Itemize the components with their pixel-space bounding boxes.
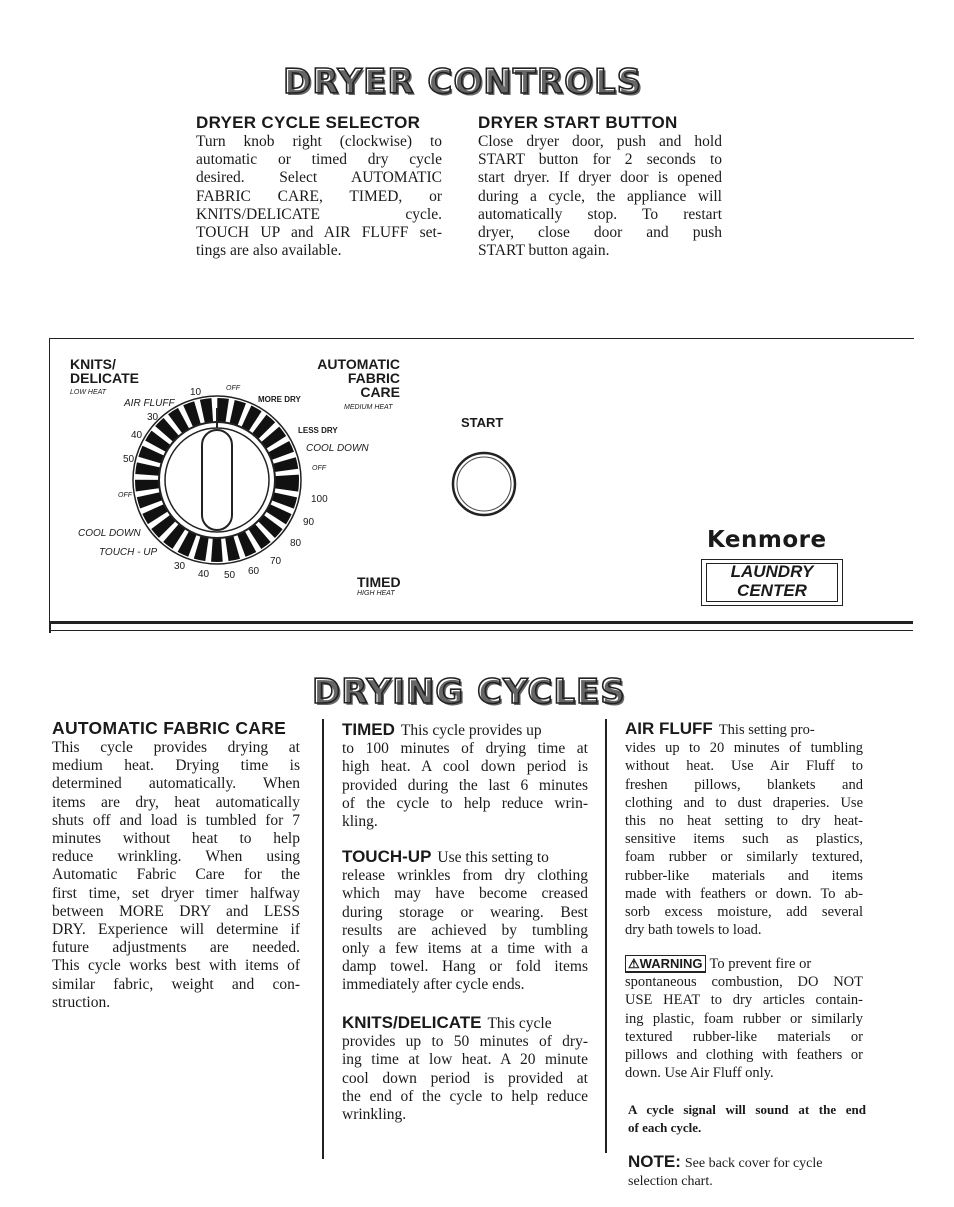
- cycle-signal-note: [628, 1101, 866, 1137]
- text-line: vides up to 20 minutes of tumbling: [625, 740, 863, 757]
- cycle-selector-text: [196, 133, 442, 260]
- dial-off-left: OFF: [118, 492, 132, 499]
- text-line: Turn knob right (clockwise) to: [196, 133, 442, 150]
- text-line: dry bath towels to load.: [625, 922, 762, 939]
- timed-first-line: This cycle provides up: [400, 722, 542, 739]
- text-line: wrinkling.: [342, 1106, 407, 1124]
- dial-off-right: OFF: [312, 465, 326, 472]
- badge-line-1: LAUNDRY: [730, 562, 814, 581]
- panel-base-edge: [49, 621, 51, 633]
- dial-40-bottom: 40: [198, 569, 210, 580]
- text-line: cool down period is provided at: [342, 1069, 588, 1087]
- panel-corner-mark: [889, 621, 913, 623]
- text-line: sorb excess moisture, add several: [625, 904, 863, 921]
- text-line: medium heat. Drying time is: [52, 757, 300, 775]
- dial-cool-down-left: COOL DOWN: [78, 528, 141, 539]
- text-line: USE HEAT to dry articles contain-: [625, 992, 863, 1009]
- text-line: automatically stop. To restart: [478, 205, 722, 223]
- knits-text: [342, 1033, 588, 1124]
- dial-50-left: 50: [123, 454, 135, 465]
- warning-badge: [625, 955, 706, 973]
- text-line: which may have become creased: [342, 885, 588, 903]
- column-divider-2: [605, 719, 607, 1153]
- warning-text: [625, 973, 863, 1082]
- text-line: ing plastic, foam rubber or similarly: [625, 1010, 863, 1027]
- dial-30-left: 30: [147, 412, 159, 423]
- text-line: desired. Select AUTOMATIC: [196, 169, 442, 187]
- dial-60: 60: [248, 566, 260, 577]
- text-line: down. Use Air Fluff only.: [625, 1065, 774, 1082]
- warning-label: WARNING: [639, 956, 703, 971]
- dial-10: 10: [190, 387, 202, 398]
- text-line: immediately after cycle ends.: [342, 976, 525, 994]
- warning-first-line: To prevent fire or: [709, 956, 812, 972]
- timed-heading: TIMED: [342, 720, 395, 739]
- text-line: rubber-like materials and items: [625, 867, 863, 884]
- dial-less-dry: LESS DRY: [298, 426, 338, 435]
- automatic-fabric-care-label: AUTOMATIC FABRIC CARE: [317, 356, 400, 400]
- text-line: tings are also available.: [196, 242, 342, 260]
- knits-first-line: This cycle: [487, 1015, 552, 1032]
- knits-section: [342, 1014, 588, 1124]
- text-line: ing time at low heat. A 20 minute: [342, 1051, 588, 1069]
- text-line: Close dryer door, push and hold: [478, 133, 722, 150]
- text-line: textured rubber-like materials or: [625, 1028, 863, 1045]
- dial-50-bottom: 50: [224, 570, 236, 581]
- text-line: minutes without heat to help: [52, 830, 300, 848]
- text-line: made with feathers or down. To ab-: [625, 885, 863, 902]
- brand-logo: Kenmore: [707, 527, 827, 553]
- text-line: future adjustments are needed.: [52, 939, 300, 957]
- dial-30-bottom: 30: [174, 561, 186, 572]
- text-line: provided during the last 6 minutes: [342, 776, 588, 794]
- text-line: the end of the cycle to help reduce: [342, 1087, 588, 1105]
- timed-heat-label: HIGH HEAT: [357, 590, 395, 597]
- dial-more-dry: MORE DRY: [258, 395, 301, 404]
- auto-heat-label: MEDIUM HEAT: [344, 404, 393, 411]
- dial-90: 90: [303, 517, 315, 528]
- text-line: TOUCH UP and AIR FLUFF set-: [196, 224, 442, 242]
- text-line: release wrinkles from dry clothing: [342, 867, 588, 885]
- touchup-heading: TOUCH-UP: [342, 847, 432, 866]
- text-line: shuts off and load is tumbled for 7: [52, 811, 300, 829]
- text-line: during storage or wearing. Best: [342, 903, 588, 921]
- text-line: this no heat setting to dry heat-: [625, 813, 863, 830]
- text-line: start dryer. If dryer door is opened: [478, 169, 722, 187]
- text-line: items are dry, heat automatically: [52, 793, 300, 811]
- text-line: pillows and clothing with feathers or: [625, 1047, 863, 1064]
- cycle-selector-heading: DRYER CYCLE SELECTOR: [196, 113, 421, 132]
- airfluff-first-line: This setting pro-: [718, 722, 815, 738]
- text-line: kling.: [342, 813, 378, 831]
- text-line: during a cycle, the appliance will: [478, 187, 722, 205]
- text-line: This cycle works best with items of: [52, 957, 300, 975]
- start-button-text: [478, 133, 722, 260]
- text-line: only a few items at a time with a: [342, 940, 588, 958]
- text-line: START button again.: [478, 242, 610, 260]
- laundry-center-badge: [701, 559, 843, 606]
- text-line: sensitive items such as plastics,: [625, 831, 863, 848]
- panel-base-line: [49, 630, 913, 631]
- note-section: [628, 1153, 868, 1191]
- text-line: Automatic Fabric Care for the: [52, 866, 300, 884]
- text-line: damp towel. Hang or fold items: [342, 958, 588, 976]
- text-line: struction.: [52, 993, 111, 1011]
- text-line: A cycle signal will sound at the end: [628, 1102, 866, 1117]
- dial-off-top: OFF: [226, 385, 240, 392]
- dial-cool-down-right: COOL DOWN: [306, 443, 369, 454]
- airfluff-heading: AIR FLUFF: [625, 719, 713, 738]
- dial-40-left: 40: [131, 430, 143, 441]
- start-label: START: [461, 415, 504, 430]
- controls-title: DRYER CONTROLS: [283, 62, 643, 102]
- note-first-line: See back cover for cycle: [684, 1156, 823, 1171]
- text-line: between MORE DRY and LESS: [52, 902, 300, 920]
- cycles-title: DRYING CYCLES: [312, 672, 626, 712]
- dial-air-fluff: AIR FLUFF: [124, 398, 175, 409]
- start-button[interactable]: [450, 450, 518, 518]
- airfluff-section: [625, 720, 863, 939]
- text-line: dryer, close door and push: [478, 224, 722, 242]
- text-line: KNITS/DELICATE cycle.: [196, 205, 442, 223]
- text-line: first time, set dryer timer halfway: [52, 884, 300, 902]
- timed-label: TIMED: [357, 574, 401, 590]
- text-line: FABRIC CARE, TIMED, or: [196, 187, 442, 205]
- start-button-heading: DRYER START BUTTON: [478, 113, 678, 132]
- text-line: This cycle provides drying at: [52, 739, 300, 756]
- text-line: to 100 minutes of drying time at: [342, 740, 588, 758]
- timed-text: [342, 740, 588, 831]
- text-line: automatic or timed dry cycle: [196, 151, 442, 169]
- text-line: reduce wrinkling. When using: [52, 848, 300, 866]
- text-line: determined automatically. When: [52, 775, 300, 793]
- touchup-text: [342, 867, 588, 994]
- afc-heading: AUTOMATIC FABRIC CARE: [52, 718, 287, 738]
- text-line: freshen pillows, blankets and: [625, 776, 863, 793]
- knits-label: KNITS/ DELICATE: [70, 356, 139, 386]
- text-line: START button for 2 seconds to: [478, 151, 722, 169]
- afc-section: [52, 718, 300, 1012]
- touchup-section: [342, 848, 588, 995]
- text-line: clothing and to dust draperies. Use: [625, 794, 863, 811]
- text-line: of the cycle to help reduce wrin-: [342, 794, 588, 812]
- text-line: spontaneous combustion, DO NOT: [625, 974, 863, 991]
- airfluff-text: [625, 739, 863, 939]
- text-line: provides up to 50 minutes of dry-: [342, 1033, 588, 1051]
- knits-heat-label: LOW HEAT: [70, 389, 107, 396]
- note-label: NOTE:: [628, 1152, 681, 1171]
- touchup-first-line: Use this setting to: [437, 849, 549, 866]
- column-divider-1: [322, 719, 324, 1159]
- start-button-section: [478, 113, 722, 260]
- note-second-line: selection chart.: [628, 1174, 713, 1189]
- afc-text: [52, 739, 300, 1012]
- text-line: high heat. A cool down period is: [342, 758, 588, 776]
- text-line: foam rubber or similarly textured,: [625, 849, 863, 866]
- panel-bottom-rule: [49, 621, 913, 624]
- text-line: without heat. Use Air Fluff to: [625, 758, 863, 775]
- dial-80: 80: [290, 538, 302, 549]
- text-line: results are achieved by tumbling: [342, 921, 588, 939]
- knits-heading: KNITS/DELICATE: [342, 1013, 482, 1032]
- dial-100: 100: [311, 494, 328, 505]
- cycle-selector-section: [196, 113, 442, 260]
- timed-section: [342, 721, 588, 831]
- text-line: similar fabric, weight and con-: [52, 975, 300, 993]
- dial-touch-up: TOUCH - UP: [99, 547, 158, 558]
- warning-section: [625, 955, 863, 1082]
- badge-line-2: CENTER: [737, 581, 807, 600]
- text-line: DRY. Experience will determine if: [52, 921, 300, 939]
- dial-70: 70: [270, 556, 282, 567]
- text-line: of each cycle.: [628, 1120, 702, 1135]
- warning-icon: ⚠: [628, 956, 640, 971]
